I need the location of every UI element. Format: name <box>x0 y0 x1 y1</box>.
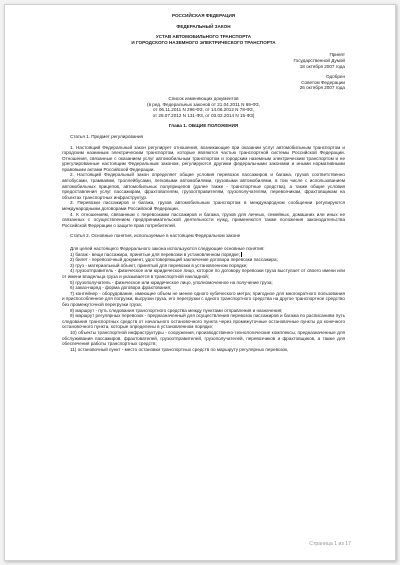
article2-intro: Для целей настоящего Федерального закона используются следующие основные понятия: <box>70 246 265 251</box>
definition-item-4: 4) грузоотправитель - физическое или юридическое лицо, которое по договору перевозки груза выступает от своего имени или от имени владельца груза и указывается в транспортной накладной; <box>62 268 345 279</box>
approved-line3: 26 октября 2007 года <box>299 85 345 91</box>
definition-item-2: 2) билет - перевозочный документ, удостоверяющий заключение договора перевозки пассажира; <box>70 257 278 263</box>
document-body <box>62 13 345 352</box>
article1-paragraph3: 3. Перевозки пассажиров и багажа, грузов автомобильным транспортом в международном сообщении регулируются международными договорами Российской Федерации. <box>62 200 345 212</box>
chapter-heading: Глава 1. ОБЩИЕ ПОЛОЖЕНИЯ <box>168 123 239 129</box>
definition-item-9: 9) маршрут регулярных перевозок - предназначенный для осуществления перевозок пассажиров и багажа по расписаниям путь следования транспортных средств от начального остановочного пункта через промежуточные остановочные пункты до конечного остановочного пункта, которые определены в установленном порядке; <box>62 313 345 330</box>
amendments-line4: от 28.07.2012 N 131-ФЗ, от 03.02.2014 N 15-ФЗ) <box>152 112 255 118</box>
definition-item-10: 10) объекты транспортной инфраструктуры - сооружения, производственно-технологические комплексы, предназначенные для обслуживания пассажиров, фрахтователей, грузоотправителей, грузополучателей, перевозчиков и фрахтовщиков, а также для обеспечения работы транспортных средств; <box>62 329 345 347</box>
adopted-block <box>62 52 345 69</box>
country-heading: РОССИЙСКАЯ ФЕДЕРАЦИЯ <box>171 13 236 18</box>
amendments-line2: (в ред. Федеральных законов от 21.04.2011 N 69-ФЗ, <box>147 101 260 107</box>
definition-item-11: 11) остановочный пункт - место остановки транспортных средств по маршруту регулярных перевозок, <box>70 346 289 352</box>
page-number: Страница 1 из 17 <box>309 541 351 547</box>
law-type-heading: ФЕДЕРАЛЬНЫЙ ЗАКОН <box>176 23 231 29</box>
law-title-line1: УСТАВ АВТОМОБИЛЬНОГО ТРАНСПОРТА <box>155 34 252 40</box>
document-page <box>4 4 396 561</box>
approved-block <box>62 74 345 91</box>
article1-paragraph4: 4. К отношениям, связанным с перевозками пассажиров и багажа, грузов для личных, семейных, домашних или иных не связанных с осуществлением предпринимательской деятельности нужд, применяются также положения законодательства Российской Федерации о защите прав потребителей. <box>62 211 345 228</box>
adopted-line1: Принят <box>329 52 345 58</box>
definition-item-5: 5) грузополучатель - физическое или юридическое лицо, уполномоченное на получение груза; <box>70 279 273 285</box>
approved-line1: Одобрен <box>326 74 345 80</box>
amendments-block <box>62 96 345 118</box>
adopted-line3: 18 октября 2007 года <box>299 63 345 69</box>
adopted-line2: Государственной Думой <box>293 57 345 63</box>
law-title-line2: И ГОРОДСКОГО НАЗЕМНОГО ЭЛЕКТРИЧЕСКОГО ТРАНСПОРТА <box>131 39 276 45</box>
text-cursor <box>241 252 242 257</box>
approved-line2: Советом Федерации <box>301 79 345 85</box>
definition-item-7: 7) контейнер - оборудование, имеющее объем не менее одного кубического метра; пригодное для многократного пользования и приспособленное для погрузки, выгрузки груза, его перегрузки с одного транспортного средства на другое транспортное средство без промежуточной перегрузки груза; <box>62 290 345 307</box>
amendments-line3: от 06.11.2011 N 296-ФЗ, от 14.06.2012 N 78-ФЗ, <box>153 107 254 113</box>
article1-paragraph1: 1. Настоящий Федеральный закон регулирует отношения, возникающие при оказании услуг автомобильным транспортом и городским наземным электрическим транспортом, которые являются частью транспортной системы Российской Федерации. Отношения, связанные с оказанием услуг автомобильным транспортом и городским наземным электрическим транспортом и не урегулированные настоящим Федеральным законом, регулируются другими федеральными законами и иными нормативными правовыми актами Российской Федерации. <box>62 144 345 172</box>
amendments-line1: Список изменяющих документов <box>168 95 239 101</box>
definition-item-6: 6) заказ-наряд - форма договора фрахтования; <box>70 285 172 291</box>
definition-item-8: 8) маршрут - путь следования транспортного средства между пунктами отправления и назначения; <box>70 307 283 313</box>
article1-heading: Статья 1. Предмет регулирования <box>70 133 143 139</box>
definition-item-3: 3) груз - материальный объект, принятый для перевозки в установленном порядке; <box>70 262 248 268</box>
article2-heading: Статья 2. Основные понятия, используемые в настоящем Федеральном законе <box>70 233 241 239</box>
article1-paragraph2: 2. Настоящий Федеральный закон определяет общие условия перевозок пассажиров и багажа, грузов соответственно автобусами, трамваями, троллейбусами, легковыми автомобилями, грузовыми автомобилями, в том числе с использованием автомобильных прицепов, автомобильных полуприцепов (далее также - транспортные средства), а также общие условия предоставления услуг пассажирам, фрахтователям, грузоотправителям, грузополучателям, перевозчикам, фрахтовщикам на объектах транспортных инфраструктур. <box>62 172 345 200</box>
definition-text-1: 1) багаж - вещи пассажира, принятые для перевозки в установленном порядке; <box>70 251 240 257</box>
